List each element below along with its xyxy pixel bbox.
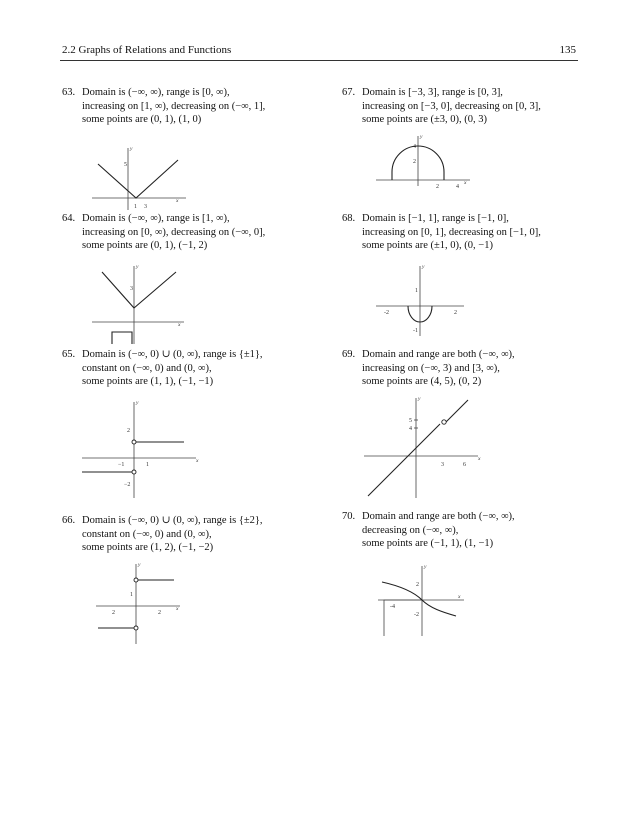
y-axis-label: y [418, 396, 421, 402]
problem-68 [342, 212, 541, 253]
graph-65 [80, 396, 204, 500]
problem-63 [62, 86, 265, 127]
tick-label: 4 [413, 144, 416, 150]
problem-number: 63. [62, 87, 76, 98]
problem-line: Domain is (−∞, 0) ∪ (0, ∞), range is {±1}, [82, 349, 263, 360]
tick-label: 2 [436, 184, 439, 188]
problem-number: 66. [62, 515, 76, 526]
tick-label: −1 [118, 462, 125, 468]
tick-label: 2 [413, 159, 416, 165]
problem-67 [342, 86, 541, 127]
x-axis-label: x [458, 594, 461, 600]
problem-line: Domain is (−∞, ∞), range is [1, ∞), [82, 213, 230, 224]
problem-64 [62, 212, 265, 253]
tick-label: 3 [441, 462, 444, 468]
problem-line: some points are (1, 2), (−1, −2) [82, 542, 214, 554]
open-point [134, 578, 138, 582]
problem-70 [342, 510, 515, 551]
y-axis-label: y [424, 564, 427, 570]
section-title: 2.2 Graphs of Relations and Functions [62, 44, 232, 56]
decreasing-curve [382, 582, 456, 616]
y-axis-label: y [138, 562, 141, 568]
x-axis-label: x [464, 180, 467, 186]
page-header [62, 44, 576, 56]
problem-line: Domain is (−∞, ∞), range is [0, ∞), [82, 87, 230, 98]
graph-68 [374, 262, 468, 340]
problem-line: some points are (±3, 0), (0, 3) [362, 114, 488, 126]
problem-number: 70. [342, 511, 356, 522]
graph-70 [370, 562, 470, 638]
tick-label: 2 [158, 610, 161, 616]
tick-label: 4 [456, 184, 459, 188]
problem-69 [342, 348, 515, 389]
problem-line: increasing on [1, ∞), decreasing on (−∞, 1], [82, 100, 266, 112]
x-axis-label: x [196, 458, 199, 464]
x-axis-label: x [176, 198, 179, 204]
x-axis-label: x [178, 322, 181, 328]
problem-number: 68. [342, 213, 356, 224]
x-axis-label: x [478, 456, 481, 462]
tick-label: -2 [414, 612, 419, 618]
graph-63 [90, 140, 190, 216]
tick-label: 5 [409, 418, 412, 424]
open-point [132, 440, 136, 444]
problem-line: some points are (−1, 1), (1, −1) [362, 538, 494, 550]
problem-number: 69. [342, 349, 356, 360]
y-axis-label: y [136, 264, 139, 270]
open-point [442, 420, 446, 424]
problem-line: decreasing on (−∞, ∞), [362, 524, 459, 536]
problem-line: Domain and range are both (−∞, ∞), [362, 349, 515, 360]
problem-line: some points are (0, 1), (−1, 2) [82, 240, 208, 252]
step-graph [112, 332, 132, 344]
tick-label: 2 [127, 428, 130, 434]
problem-65 [62, 348, 263, 389]
tick-label: 6 [463, 462, 466, 468]
tick-label: 2 [454, 310, 457, 316]
tick-label: 2 [416, 582, 419, 588]
problem-line: some points are (4, 5), (0, 2) [362, 376, 482, 388]
problem-line: increasing on [0, 1], decreasing on [−1, 0], [362, 226, 541, 238]
graph-64 [90, 260, 190, 346]
tick-label: -4 [390, 604, 395, 610]
tick-label: 4 [409, 426, 412, 432]
problem-line: increasing on [0, ∞), decreasing on (−∞, 0], [82, 226, 266, 238]
function-curve [98, 160, 178, 198]
tick-label: -1 [413, 328, 418, 334]
tick-label: 1 [130, 592, 133, 598]
problem-line: constant on (−∞, 0) and (0, ∞), [82, 528, 212, 540]
tick-label: −2 [124, 482, 131, 488]
graph-67 [374, 132, 474, 188]
problem-line: Domain is (−∞, 0) ∪ (0, ∞), range is {±2}, [82, 515, 263, 526]
tick-label: 3 [144, 204, 147, 210]
tick-label: 2 [112, 610, 115, 616]
problem-line: increasing on (−∞, 3) and [3, ∞), [362, 362, 500, 374]
page-number: 135 [559, 44, 576, 56]
x-axis-label: x [176, 606, 179, 612]
problem-line: some points are (1, 1), (−1, −1) [82, 376, 214, 388]
problem-number: 67. [342, 87, 356, 98]
problem-number: 64. [62, 213, 76, 224]
header-rule [60, 60, 578, 61]
problem-line: Domain is [−1, 1], range is [−1, 0], [362, 213, 509, 224]
problem-66 [62, 514, 263, 555]
line-piece-left [368, 424, 440, 496]
graph-66 [94, 560, 184, 648]
graph-69 [362, 392, 486, 502]
line-piece-right [446, 400, 468, 422]
tick-label: 5 [124, 162, 127, 168]
problem-line: increasing on [−3, 0], decreasing on [0, 3], [362, 100, 541, 112]
tick-label: 1 [146, 462, 149, 468]
function-curve [102, 272, 176, 308]
problem-number: 65. [62, 349, 76, 360]
open-point [132, 470, 136, 474]
problem-line: Domain is [−3, 3], range is [0, 3], [362, 87, 503, 98]
y-axis-label: y [422, 264, 425, 270]
problem-line: some points are (0, 1), (1, 0) [82, 114, 202, 126]
y-axis-label: y [420, 134, 423, 140]
tick-label: -2 [384, 310, 389, 316]
tick-label: 1 [134, 204, 137, 210]
y-axis-label: y [130, 146, 133, 152]
problem-line: some points are (±1, 0), (0, −1) [362, 240, 493, 252]
tick-label: 1 [415, 288, 418, 294]
tick-label: 3 [130, 286, 133, 292]
open-point [134, 626, 138, 630]
problem-line: Domain and range are both (−∞, ∞), [362, 511, 515, 522]
problem-line: constant on (−∞, 0) and (0, ∞), [82, 362, 212, 374]
y-axis-label: y [136, 400, 139, 406]
